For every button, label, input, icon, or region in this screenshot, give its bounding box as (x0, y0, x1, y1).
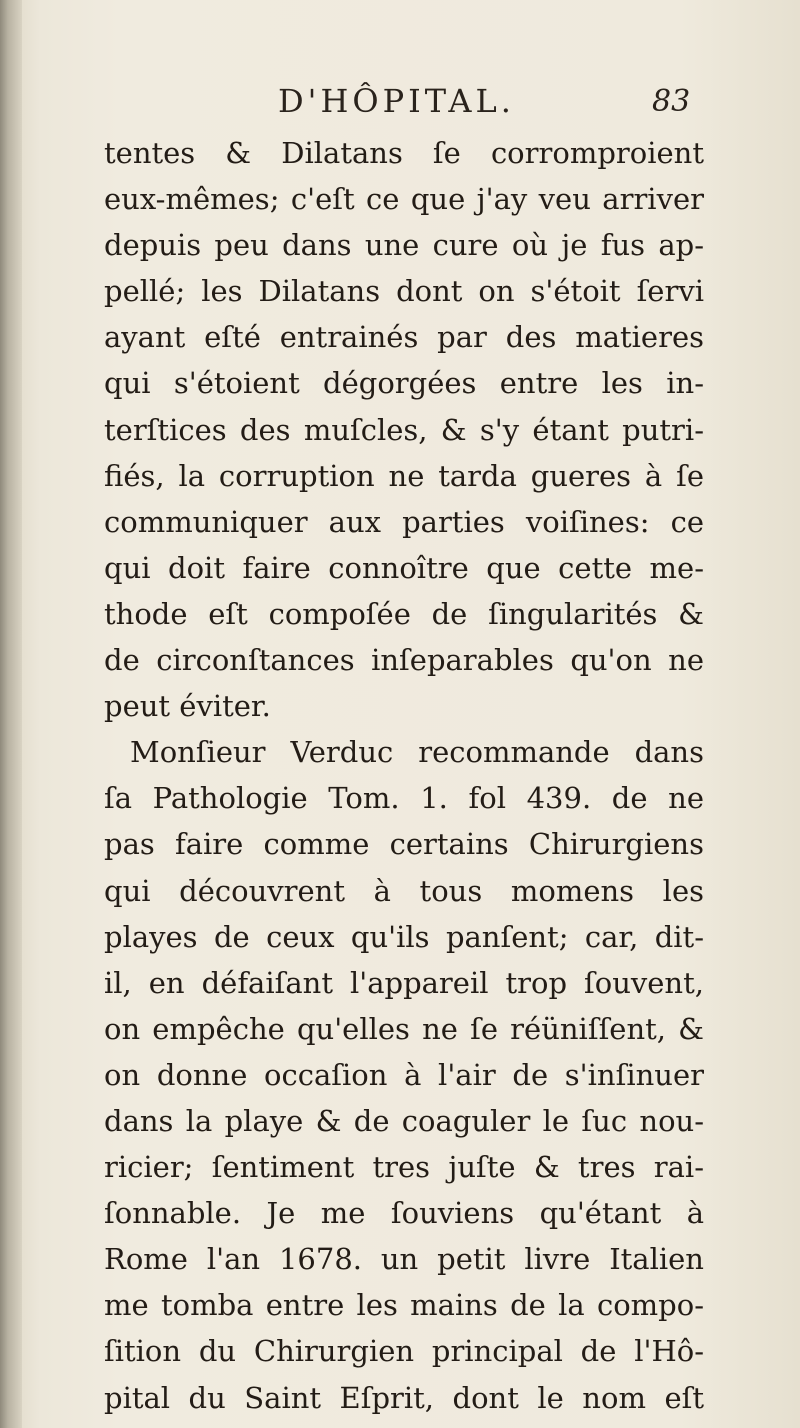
text-line: Rome l'an 1678. un petit livre Italien (104, 1242, 704, 1277)
text-line: ſonnable. Je me ſouviens qu'étant à (104, 1196, 704, 1231)
text-line: qui s'étoient dégorgées entre les in- (104, 366, 704, 401)
text-line: Monſieur Verduc recommande dans (130, 735, 704, 770)
text-line: eux-mêmes; c'eſt ce que j'ay veu arriver (104, 182, 704, 217)
spine-shadow (0, 0, 22, 1428)
text-line: on donne occaſion à l'air de s'inſinuer (104, 1057, 704, 1092)
text-line: qui doit faire connoître que cette me- (104, 550, 704, 585)
text-line: playes de ceux qu'ils panſent; car, dit- (104, 919, 704, 954)
text-line: communiquer aux parties voiſines: ce (104, 504, 704, 539)
text-line: ricier; ſentiment tres juſte & tres rai- (104, 1150, 704, 1185)
text-line: il, en défaiſant l'appareil trop ſouvent, (104, 965, 704, 1000)
body-text (104, 130, 704, 1421)
text-line: ayant eſté entrainés par des matieres (104, 320, 704, 355)
text-line: ſa Pathologie Tom. 1. fol 439. de ne (104, 781, 704, 816)
text-line: tentes & Dilatans ſe corromproient (104, 136, 704, 170)
text-line: pital du Saint Eſprit, dont le nom eſt (104, 1380, 704, 1415)
text-line: depuis peu dans une cure où je fus ap- (104, 228, 704, 263)
text-line: thode eſt compoſée de ſingularités & (104, 596, 704, 631)
text-line: terſtices des muſcles, & s'y étant putri- (104, 412, 704, 447)
text-line: de circonſtances inſeparables qu'on ne (104, 643, 704, 678)
text-line: ſition du Chirurgien principal de l'Hô- (104, 1334, 704, 1369)
text-line: on empêche qu'elles ne ſe réüniſſent, & (104, 1011, 704, 1046)
text-line: peut éviter. (104, 689, 271, 724)
text-line: dans la playe & de coaguler le ſuc nou- (104, 1103, 704, 1138)
running-head: D'HÔPITAL. (278, 82, 515, 120)
text-line: qui découvrent à tous momens les (104, 873, 704, 908)
text-line: pas faire comme certains Chirurgiens (104, 827, 704, 862)
text-line: fiés, la corruption ne tarda gueres à ſe (104, 458, 704, 493)
page-number: 83 (652, 84, 691, 119)
text-line: pellé; les Dilatans dont on s'étoit ſervi (104, 274, 704, 309)
text-line: me tomba entre les mains de la compo- (104, 1288, 704, 1323)
page-header (0, 82, 800, 132)
